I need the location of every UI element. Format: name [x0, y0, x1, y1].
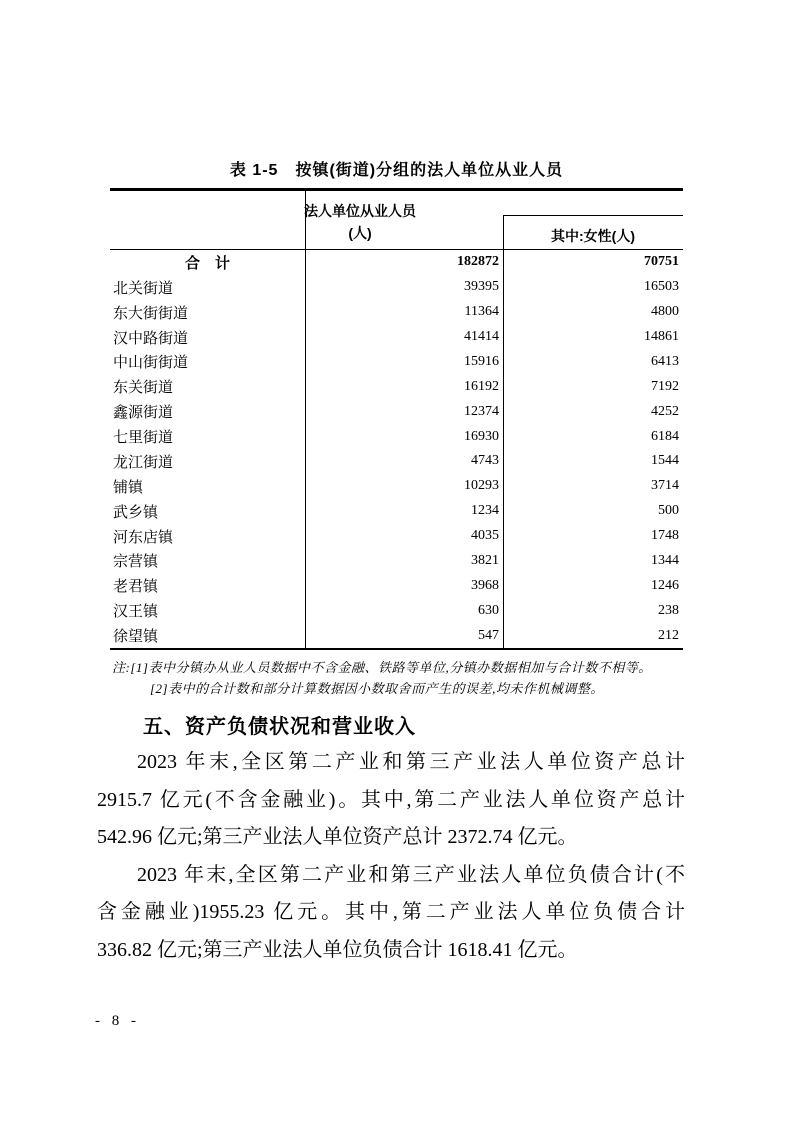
row-value-female: 1544 — [651, 453, 679, 469]
row-value-total: 10293 — [464, 478, 499, 494]
table-row — [110, 374, 683, 399]
row-label: 河东店镇 — [113, 529, 174, 546]
row-value-total: 11364 — [464, 304, 499, 320]
row-value-total: 16192 — [464, 378, 499, 394]
table-row — [110, 250, 683, 275]
page-number: - 8 - — [95, 1013, 140, 1029]
row-label: 宗营镇 — [113, 554, 159, 571]
row-label: 合 计 — [184, 255, 230, 272]
row-value-total: 39395 — [464, 279, 499, 295]
row-value-total: 4035 — [471, 528, 499, 544]
row-label: 东大街街道 — [113, 305, 189, 322]
table-row — [110, 623, 683, 648]
row-value-female: 1748 — [651, 528, 679, 544]
table-row — [110, 573, 683, 598]
row-value-female: 16503 — [644, 279, 679, 295]
table-row — [110, 399, 683, 424]
table-row — [110, 275, 683, 300]
row-label: 鑫源街道 — [113, 405, 174, 422]
row-value-female: 6184 — [651, 428, 679, 444]
row-label: 东关街道 — [113, 380, 174, 397]
row-value-female: 7192 — [651, 378, 679, 394]
row-label: 汉王镇 — [113, 604, 159, 621]
row-value-total: 1234 — [471, 503, 499, 519]
female-subheader-border — [503, 215, 683, 216]
row-value-total: 41414 — [464, 329, 499, 345]
paragraph-line: 2915.7 亿元(不含金融业)。其中,第二产业法人单位资产总计 — [97, 788, 685, 811]
table-row — [110, 549, 683, 574]
row-value-total: 630 — [478, 602, 499, 618]
row-label: 铺镇 — [113, 479, 144, 496]
row-value-female: 14861 — [644, 329, 679, 345]
table-row — [110, 350, 683, 375]
row-value-total: 12374 — [464, 403, 499, 419]
column-header-employees: 法人单位从业人员 — [304, 203, 416, 219]
row-label: 徐望镇 — [113, 629, 159, 646]
table-row — [110, 598, 683, 623]
row-label: 中山街街道 — [113, 355, 189, 372]
row-value-female: 6413 — [651, 353, 679, 369]
row-label: 北关街道 — [113, 280, 174, 297]
table-row — [110, 325, 683, 350]
row-value-total: 4743 — [471, 453, 499, 469]
row-label: 七里街道 — [113, 430, 174, 447]
row-label: 龙江街道 — [113, 454, 174, 471]
paragraph-line: 336.82 亿元;第三产业法人单位负债合计 1618.41 亿元。 — [97, 938, 578, 961]
row-label: 老君镇 — [113, 579, 159, 596]
table-note-1: 注:[1]表中分镇办从业人员数据中不含金融、铁路等单位,分镇办数据相加与合计数不相等。 — [112, 660, 652, 675]
row-value-female: 212 — [658, 627, 679, 643]
row-value-female: 4800 — [651, 304, 679, 320]
column-header-female: 其中:女性(人) — [551, 228, 635, 244]
table-top-border — [110, 188, 683, 191]
table-row — [110, 474, 683, 499]
table-row — [110, 300, 683, 325]
row-value-total: 182872 — [457, 254, 499, 270]
paragraph-line: 542.96 亿元;第三产业法人单位资产总计 2372.74 亿元。 — [97, 826, 578, 849]
row-value-total: 16930 — [464, 428, 499, 444]
row-value-female: 238 — [658, 602, 679, 618]
row-value-female: 1246 — [651, 577, 679, 593]
row-value-female: 500 — [658, 503, 679, 519]
table-row — [110, 424, 683, 449]
body-text — [97, 744, 685, 970]
section-heading: 五、资产负债状况和营业收入 — [143, 716, 416, 738]
table-row — [110, 499, 683, 524]
table-row — [110, 524, 683, 549]
row-value-female: 3714 — [651, 478, 679, 494]
table-bottom-border — [110, 648, 683, 650]
table-row — [110, 449, 683, 474]
row-value-total: 15916 — [464, 353, 499, 369]
row-value-female: 70751 — [644, 254, 679, 270]
row-value-total: 547 — [478, 627, 499, 643]
row-value-total: 3968 — [471, 577, 499, 593]
table-body — [110, 250, 683, 648]
row-value-female: 4252 — [651, 403, 679, 419]
table-title: 表 1-5 按镇(街道)分组的法人单位从业人员 — [229, 162, 564, 179]
column-header-employees-unit: (人) — [348, 225, 372, 241]
row-label: 汉中路街道 — [113, 330, 189, 347]
row-value-total: 3821 — [471, 552, 499, 568]
paragraph-line: 2023 年末,全区第二产业和第三产业法人单位负债合计(不 — [137, 863, 685, 886]
paragraph-line: 含金融业)1955.23 亿元。其中,第二产业法人单位负债合计 — [97, 901, 685, 924]
row-label: 武乡镇 — [113, 504, 159, 521]
row-value-female: 1344 — [651, 552, 679, 568]
paragraph-line: 2023 年末,全区第二产业和第三产业法人单位资产总计 — [137, 751, 685, 773]
table-note-2: [2]表中的合计数和部分计算数据因小数取舍而产生的误差,均未作机械调整。 — [150, 681, 604, 696]
